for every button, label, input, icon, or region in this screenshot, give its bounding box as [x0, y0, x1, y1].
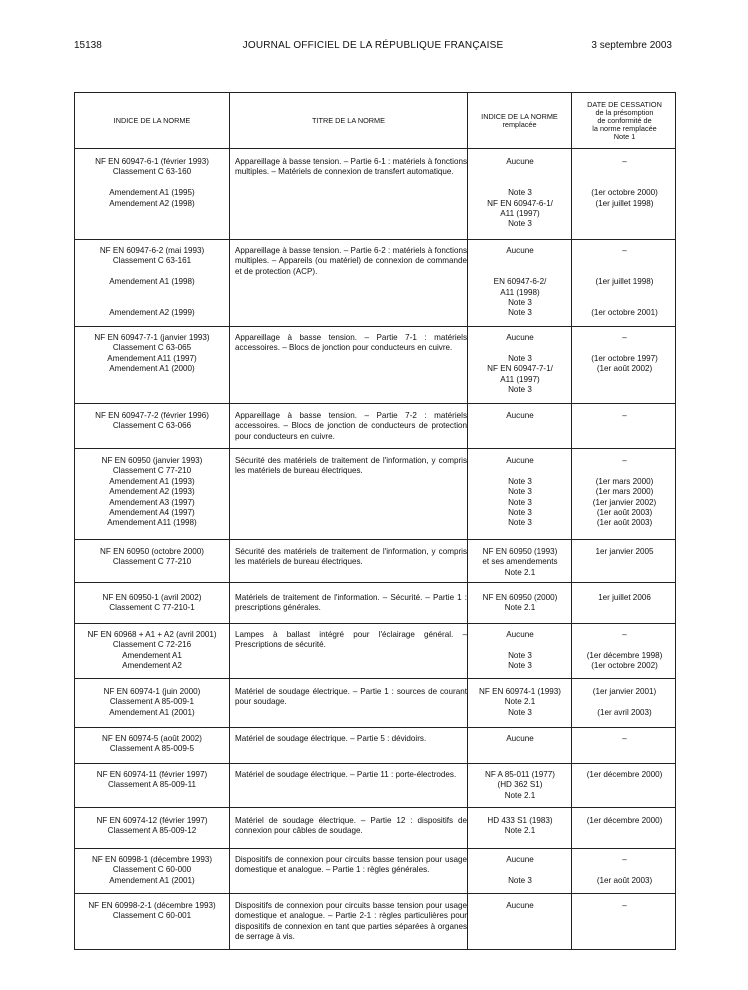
- journal-title: JOURNAL OFFICIEL DE LA RÉPUBLIQUE FRANÇAISE: [242, 40, 504, 51]
- row-divider: [75, 763, 675, 764]
- row-remplacee: HD 433 S1 (1983) Note 2.1: [487, 816, 553, 836]
- row-titre: Matériel de soudage électrique. – Partie 12 : dispositifs de connexion pour câbles de soudage.: [235, 816, 467, 836]
- page-header: [74, 40, 672, 54]
- row-date: (1er décembre 2000): [586, 816, 663, 825]
- row-divider: [75, 807, 675, 808]
- row-titre: Matériel de soudage électrique. – Partie 1 : sources de courant pour soudage.: [235, 687, 467, 707]
- row-titre: Matériel de soudage électrique. – Partie 11 : porte-électrodes.: [235, 770, 457, 779]
- row-titre: Dispositifs de connexion pour circuits basse tension pour usage domestique et analogue. – Partie 2-1 : règles particulières pour dispositifs de connexion en tant que parties séparées à organes de serrage à vis.: [235, 901, 467, 942]
- standards-table: [74, 92, 676, 950]
- row-remplacee: Aucune: [506, 411, 534, 420]
- row-indice: NF EN 60974-1 (juin 2000) Classement A 85-009-1 Amendement A1 (2001): [103, 687, 201, 717]
- row-divider: [75, 239, 675, 240]
- row-indice: NF EN 60950 (octobre 2000) Classement C 77-210: [100, 547, 204, 567]
- row-indice: NF EN 60947-7-1 (janvier 1993) Classement C 63-065 Amendement A11 (1997) Amendement A1 (2000): [94, 333, 210, 374]
- row-titre: Lampes à ballast intégré pour l'éclairage général. – Prescriptions de sécurité.: [235, 630, 467, 650]
- row-indice: NF EN 60950-1 (avril 2002) Classement C 77-210-1: [102, 593, 202, 613]
- row-divider: [75, 582, 675, 583]
- row-remplacee: Aucune Note 3 NF EN 60947-6-1/ A11 (1997) Note 3: [487, 157, 553, 229]
- row-indice: NF EN 60947-7-2 (février 1996) Classement C 63-066: [95, 411, 209, 431]
- row-divider: [75, 678, 675, 679]
- row-divider: [75, 848, 675, 849]
- row-date: 1er janvier 2005: [595, 547, 654, 556]
- row-remplacee: NF A 85-011 (1977) (HD 362 S1) Note 2.1: [484, 770, 556, 800]
- row-remplacee: Aucune EN 60947-6-2/ A11 (1998) Note 3 Note 3: [493, 246, 547, 318]
- row-divider: [75, 623, 675, 624]
- row-titre: Appareillage à basse tension. – Partie 6-1 : matériels à fonctions multiples. – Matériels de connexion de transfert automatique.: [235, 157, 467, 177]
- column-header-date: DATE DE CESSATION de la présomption de conformité de la norme remplacée Note 1: [587, 99, 662, 141]
- row-indice: NF EN 60998-2-1 (décembre 1993) Classement C 60-001: [88, 901, 216, 921]
- row-remplacee: Aucune Note 3 Note 3 Note 3 Note 3 Note 3: [506, 456, 534, 528]
- row-date: 1er juillet 2006: [598, 593, 651, 602]
- row-remplacee: NF EN 60950 (1993) et ses amendements Note 2.1: [482, 547, 558, 577]
- row-date: (1er janvier 2001) (1er avril 2003): [592, 687, 657, 717]
- row-indice: NF EN 60998-1 (décembre 1993) Classement C 60-000 Amendement A1 (2001): [91, 855, 213, 885]
- row-indice: NF EN 60947-6-2 (mai 1993) Classement C 63-161 Amendement A1 (1998) Amendement A2 (1999): [99, 246, 205, 318]
- row-divider: [75, 539, 675, 540]
- row-indice: NF EN 60947-6-1 (février 1993) Classement C 63-160 Amendement A1 (1995) Amendement A2 (1998): [95, 157, 209, 208]
- row-divider: [75, 403, 675, 404]
- page-number: 15138: [74, 40, 102, 51]
- row-indice: NF EN 60974-11 (février 1997) Classement A 85-009-11: [96, 770, 208, 790]
- row-date: – (1er juillet 1998) (1er octobre 2001): [591, 246, 658, 318]
- row-titre: Dispositifs de connexion pour circuits basse tension pour usage domestique et analogue. – Partie 1 : règles générales.: [235, 855, 467, 875]
- row-date: –: [622, 411, 627, 420]
- row-date: – (1er octobre 1997) (1er août 2002): [591, 333, 658, 374]
- row-titre: Appareillage à basse tension. – Partie 7-2 : matériels accessoires. – Blocs de jonction de conducteurs de protection pour conducteurs en cuivre.: [235, 411, 467, 441]
- row-remplacee: NF EN 60974-1 (1993) Note 2.1 Note 3: [479, 687, 561, 717]
- row-remplacee: Aucune Note 3 NF EN 60947-7-1/ A11 (1997) Note 3: [487, 333, 553, 395]
- row-titre: Matériels de traitement de l'information. – Sécurité. – Partie 1 : prescriptions générales.: [235, 593, 467, 613]
- row-titre: Sécurité des matériels de traitement de l'information, y compris les matériels de bureau électriques.: [235, 456, 467, 476]
- column-divider: [229, 93, 230, 949]
- row-remplacee: Aucune Note 3: [506, 855, 534, 885]
- row-remplacee: Aucune: [506, 901, 534, 910]
- row-date: –: [622, 734, 627, 743]
- row-indice: NF EN 60974-12 (février 1997) Classement A 85-009-12: [96, 816, 208, 836]
- row-date: –: [622, 901, 627, 910]
- row-remplacee: Aucune Note 3 Note 3: [506, 630, 534, 671]
- row-divider: [75, 727, 675, 728]
- row-date: – (1er août 2003): [596, 855, 653, 885]
- row-date: – (1er octobre 2000) (1er juillet 1998): [591, 157, 658, 208]
- row-indice: NF EN 60950 (janvier 1993) Classement C 77-210 Amendement A1 (1993) Amendement A2 (1993) Amendement A3 (1997) Amendement A4 (1997) Amendement A11 (1998): [101, 456, 203, 528]
- row-remplacee: NF EN 60950 (2000) Note 2.1: [482, 593, 558, 613]
- row-divider: [75, 148, 675, 149]
- row-remplacee: Aucune: [506, 734, 534, 743]
- row-divider: [75, 893, 675, 894]
- publication-date: 3 septembre 2003: [591, 40, 672, 51]
- column-header-titre: TITRE DE LA NORME: [312, 115, 385, 125]
- row-titre: Appareillage à basse tension. – Partie 6-2 : matériels à fonctions multiples. – Appareils (ou matériel) de connexion de commande et de protection (ACP).: [235, 246, 467, 276]
- row-date: (1er décembre 2000): [586, 770, 663, 779]
- row-date: – (1er mars 2000) (1er mars 2000) (1er janvier 2002) (1er août 2003) (1er août 2003): [592, 456, 657, 528]
- row-date: – (1er décembre 1998) (1er octobre 2002): [586, 630, 663, 671]
- row-titre: Appareillage à basse tension. – Partie 7-1 : matériels accessoires. – Blocs de jonction pour conducteurs en cuivre.: [235, 333, 467, 353]
- row-indice: NF EN 60974-5 (août 2002) Classement A 85-009-5: [102, 734, 202, 754]
- row-titre: Matériel de soudage électrique. – Partie 5 : dévidoirs.: [235, 734, 427, 743]
- column-header-remplacee: INDICE DE LA NORME remplacée: [481, 111, 558, 129]
- column-header-indice: INDICE DE LA NORME: [113, 115, 191, 125]
- row-indice: NF EN 60968 + A1 + A2 (avril 2001) Classement C 72-216 Amendement A1 Amendement A2: [87, 630, 217, 671]
- row-divider: [75, 326, 675, 327]
- row-divider: [75, 448, 675, 449]
- row-titre: Sécurité des matériels de traitement de l'information, y compris les matériels de bureau électriques.: [235, 547, 467, 567]
